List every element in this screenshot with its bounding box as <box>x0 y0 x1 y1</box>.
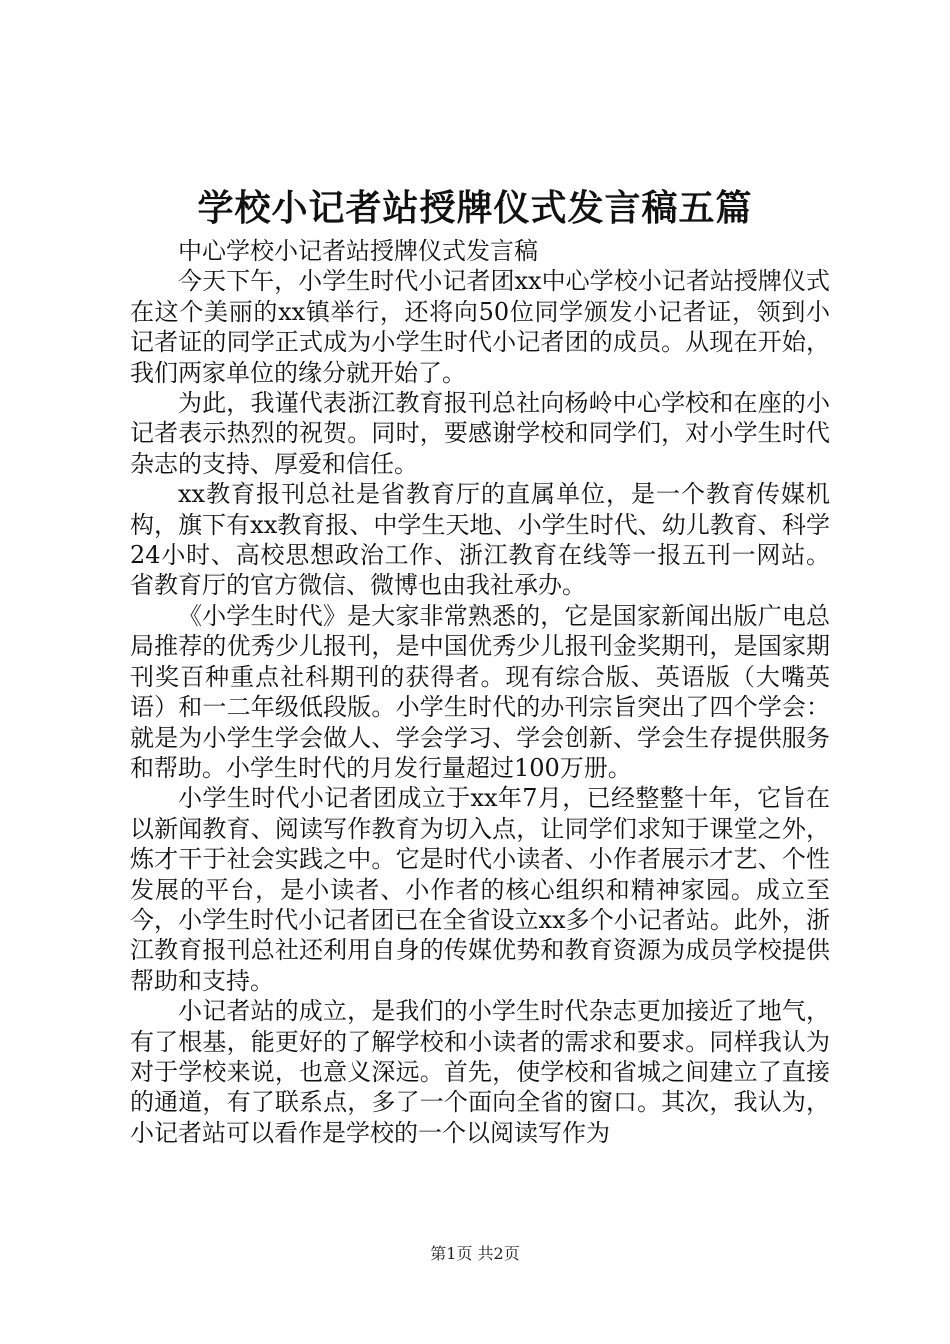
paragraph: xx教育报刊总社是省教育厅的直属单位，是一个教育传媒机构，旗下有xx教育报、中学生天地、小学生时代、幼儿教育、科学24小时、高校思想政治工作、浙江教育在线等一报五刊一网站。省教育厅的官方微信、微博也由我社承办。 <box>130 480 830 600</box>
page-footer: 第1页 共2页 <box>430 1244 520 1263</box>
document-body <box>130 236 830 1148</box>
paragraph: 小学生时代小记者团成立于xx年7月，已经整整十年，它旨在以新闻教育、阅读写作教育为切入点，让同学们求知于课堂之外，炼才干于社会实践之中。它是时代小读者、小作者展示才艺、个性发展的平台，是小读者、小作者的核心组织和精神家园。成立至今，小学生时代小记者团已在全省设立xx多个小记者站。此外，浙江教育报刊总社还利用自身的传媒优势和教育资源为成员学校提供帮助和支持。 <box>130 784 830 995</box>
document-title: 学校小记者站授牌仪式发言稿五篇 <box>197 187 753 229</box>
paragraph: 今天下午，小学生时代小记者团xx中心学校小记者站授牌仪式在这个美丽的xx镇举行，还将向50位同学颁发小记者证，领到小记者证的同学正式成为小学生时代小记者团的成员。从现在开始，我们两家单位的缘分就开始了。 <box>130 267 830 387</box>
paragraph: 为此，我谨代表浙江教育报刊总社向杨岭中心学校和在座的小记者表示热烈的祝贺。同时，要感谢学校和同学们，对小学生时代杂志的支持、厚爱和信任。 <box>130 389 830 478</box>
paragraph: 《小学生时代》是大家非常熟悉的，它是国家新闻出版广电总局推荐的优秀少儿报刊，是中国优秀少儿报刊金奖期刊，是国家期刊奖百种重点社科期刊的获得者。现有综合版、英语版（大嘴英语）和一二年级低段版。小学生时代的办刊宗旨突出了四个学会：就是为小学生学会做人、学会学习、学会创新、学会生存提供服务和帮助。小学生时代的月发行量超过100万册。 <box>130 601 830 782</box>
subtitle-paragraph: 中心学校小记者站授牌仪式发言稿 <box>178 237 538 265</box>
paragraph: 小记者站的成立，是我们的小学生时代杂志更加接近了地气，有了根基，能更好的了解学校和小读者的需求和要求。同样我认为对于学校来说，也意义深远。首先，使学校和省城之间建立了直接的通道，有了联系点，多了一个面向全省的窗口。其次，我认为，小记者站可以看作是学校的一个以阅读写作为 <box>130 997 830 1147</box>
